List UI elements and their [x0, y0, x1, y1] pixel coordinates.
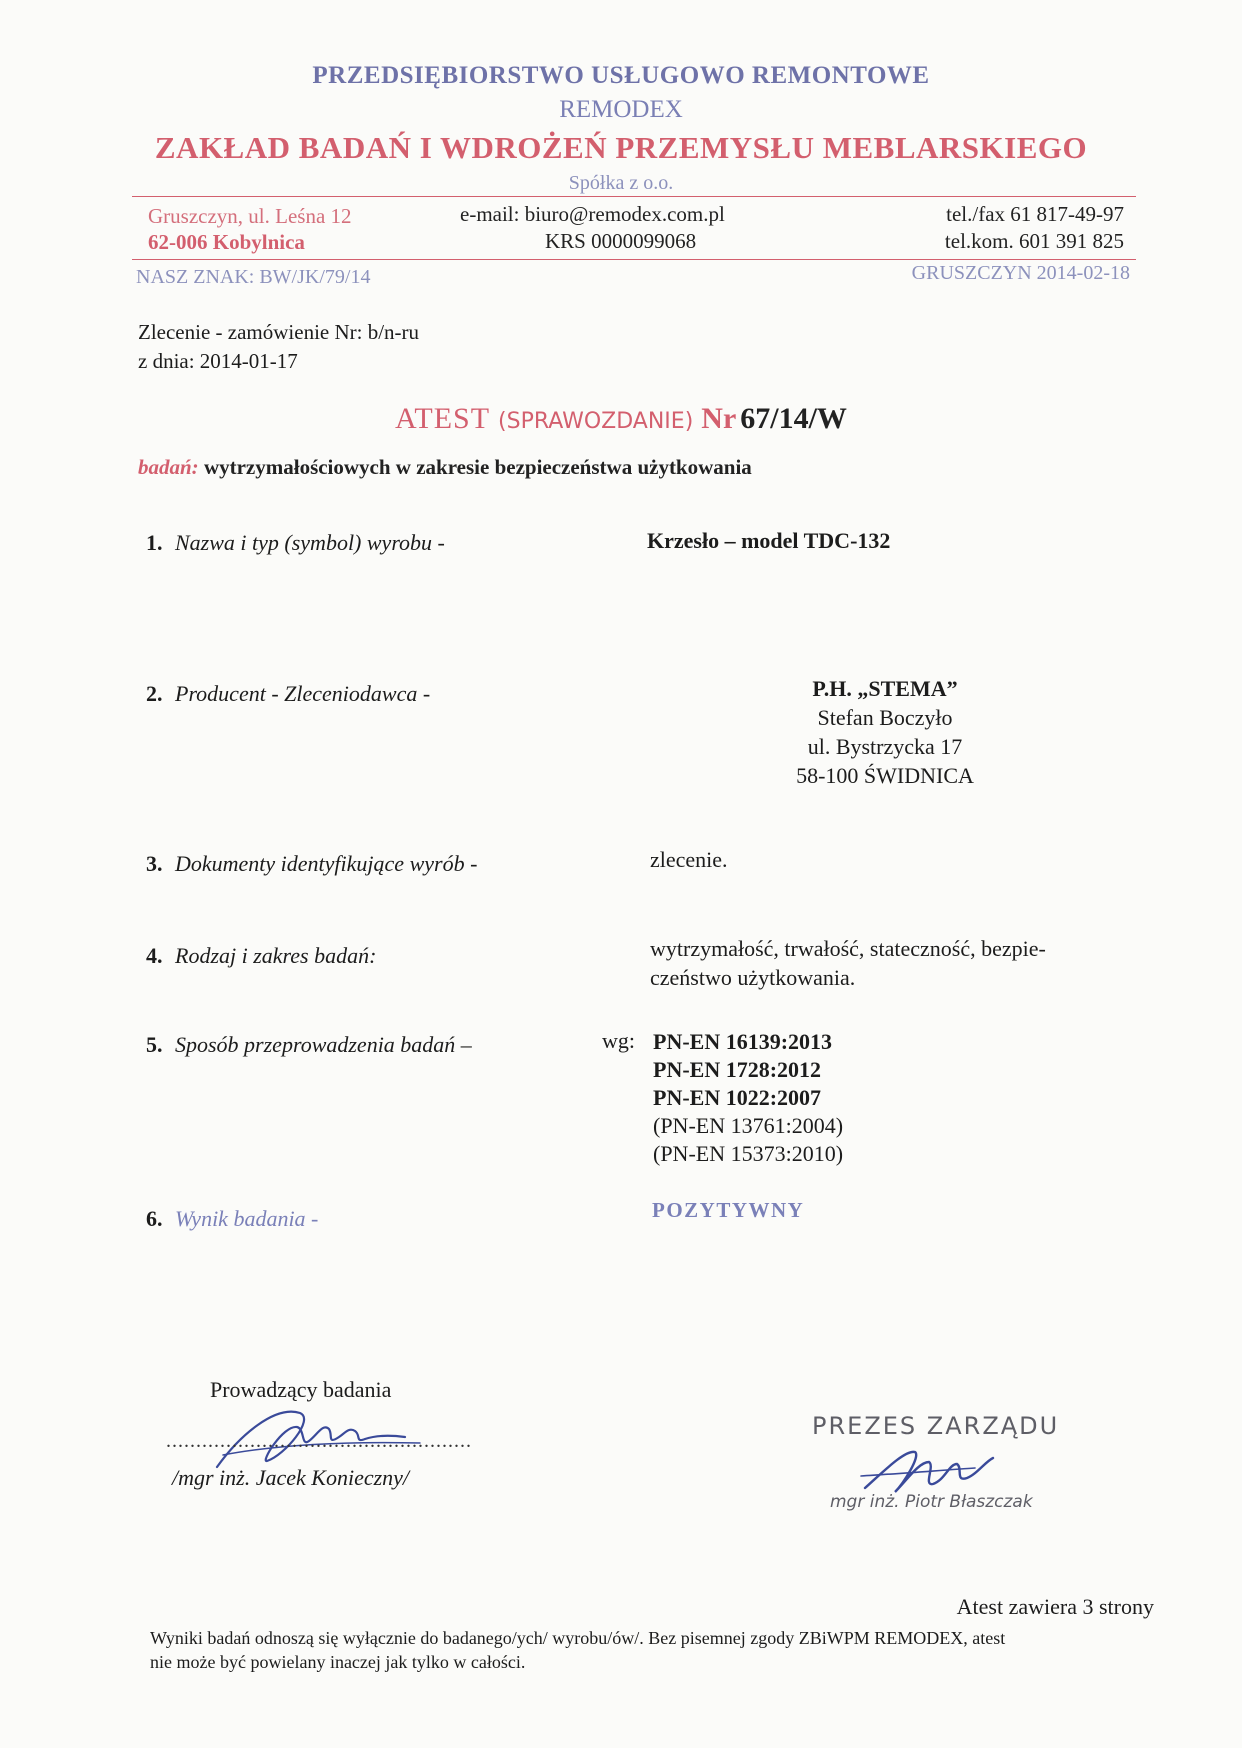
item-number: 5.	[146, 1032, 163, 1057]
reference-mark: NASZ ZNAK: BW/JK/79/14	[136, 266, 371, 288]
item-label: Sposób przeprowadzenia badań –	[175, 1032, 472, 1057]
krs-number: KRS 0000099068	[545, 229, 697, 253]
title-nr: Nr	[701, 402, 737, 435]
address-street: Gruszczyn, ul. Leśna 12	[148, 204, 352, 228]
item-number: 3.	[146, 851, 163, 876]
item-number: 6.	[146, 1206, 163, 1231]
standard-item: (PN-EN 13761:2004)	[653, 1113, 844, 1138]
letterhead-company: PRZEDSIĘBIORSTWO USŁUGOWO REMONTOWE	[312, 62, 930, 89]
standard-item: (PN-EN 15373:2010)	[653, 1141, 844, 1166]
address-postal: 62-006 Kobylnica	[148, 230, 305, 254]
president-name: mgr inż. Piotr Błaszczak	[830, 1492, 1033, 1512]
letterhead-brand: REMODEX	[559, 96, 683, 123]
item-number: 4.	[146, 943, 163, 968]
order-number: Zlecenie - zamówienie Nr: b/n-ru	[138, 320, 420, 344]
contact-tel-fax: tel./fax 61 817-49-97	[946, 202, 1124, 226]
test-scope-line: czeństwo użytkowania.	[650, 965, 856, 990]
producer-address	[700, 674, 1070, 790]
letterhead-divider-bottom	[132, 259, 1136, 260]
place-and-date: GRUSZCZYN 2014-02-18	[911, 262, 1130, 284]
document-subtitle	[138, 455, 752, 480]
subtitle-text: wytrzymałościowych w zakresie bezpieczeństwa użytkowania	[203, 455, 752, 479]
footer-disclaimer-line: Wyniki badań odnoszą się wyłącznie do badanego/ych/ wyrobu/ów/. Bez pisemnej zgody ZBiWPM REMODEX, atest	[150, 1628, 1006, 1648]
order-date: z dnia: 2014-01-17	[138, 349, 298, 373]
signature-line: ...................................................	[166, 1430, 472, 1452]
test-result: POZYTYWNY	[652, 1198, 805, 1222]
test-lead-name: /mgr inż. Jacek Konieczny/	[172, 1465, 410, 1490]
contact-tel-mobile: tel.kom. 601 391 825	[944, 229, 1124, 253]
title-number: 67/14/W	[740, 402, 847, 435]
item-label: Rodzaj i zakres badań:	[175, 943, 377, 968]
president-title: PREZES ZARZĄDU	[812, 1412, 1060, 1440]
standards-list	[653, 1028, 843, 1168]
test-scope-line: wytrzymałość, trwałość, stateczność, bezpie-	[650, 936, 1046, 961]
test-scope	[650, 934, 1046, 992]
page-count: Atest zawiera 3 strony	[956, 1594, 1154, 1619]
test-lead-label: Prowadzący badania	[210, 1377, 392, 1402]
item-label: Wynik badania -	[175, 1206, 319, 1231]
contact-email: e-mail: biuro@remodex.com.pl	[460, 202, 725, 226]
standard-item: PN-EN 1022:2007	[653, 1085, 822, 1110]
producer-street: ul. Bystrzycka 17	[807, 734, 963, 759]
item-number: 1.	[146, 530, 163, 555]
producer-city: 58-100 ŚWIDNICA	[796, 763, 974, 788]
standard-item: PN-EN 1728:2012	[653, 1057, 822, 1082]
product-name: Krzesło – model TDC-132	[647, 528, 891, 553]
subtitle-prefix: badań:	[138, 455, 199, 479]
title-report: (SPRAWOZDANIE)	[498, 409, 694, 434]
letterhead-divider-top	[132, 196, 1136, 197]
producer-company: P.H. „STEMA”	[812, 676, 958, 701]
identifying-documents: zlecenie.	[650, 847, 728, 872]
standard-item: PN-EN 16139:2013	[653, 1029, 833, 1054]
letterhead-legal-form: Spółka z o.o.	[568, 172, 674, 194]
item-number: 2.	[146, 681, 163, 706]
standards-prefix: wg:	[602, 1028, 635, 1053]
producer-owner: Stefan Boczyło	[817, 705, 953, 730]
item-label: Nazwa i typ (symbol) wyrobu -	[175, 530, 445, 555]
footer-disclaimer-line: nie może być powielany inaczej jak tylko w całości.	[150, 1652, 526, 1672]
item-label: Dokumenty identyfikujące wyrób -	[175, 851, 478, 876]
letterhead-division: ZAKŁAD BADAŃ I WDROŻEŃ PRZEMYSŁU MEBLARSKIEGO	[154, 130, 1088, 165]
item-label: Producent - Zleceniodawca -	[175, 681, 431, 706]
document-title	[0, 402, 1242, 436]
title-atest: ATEST	[395, 402, 491, 435]
